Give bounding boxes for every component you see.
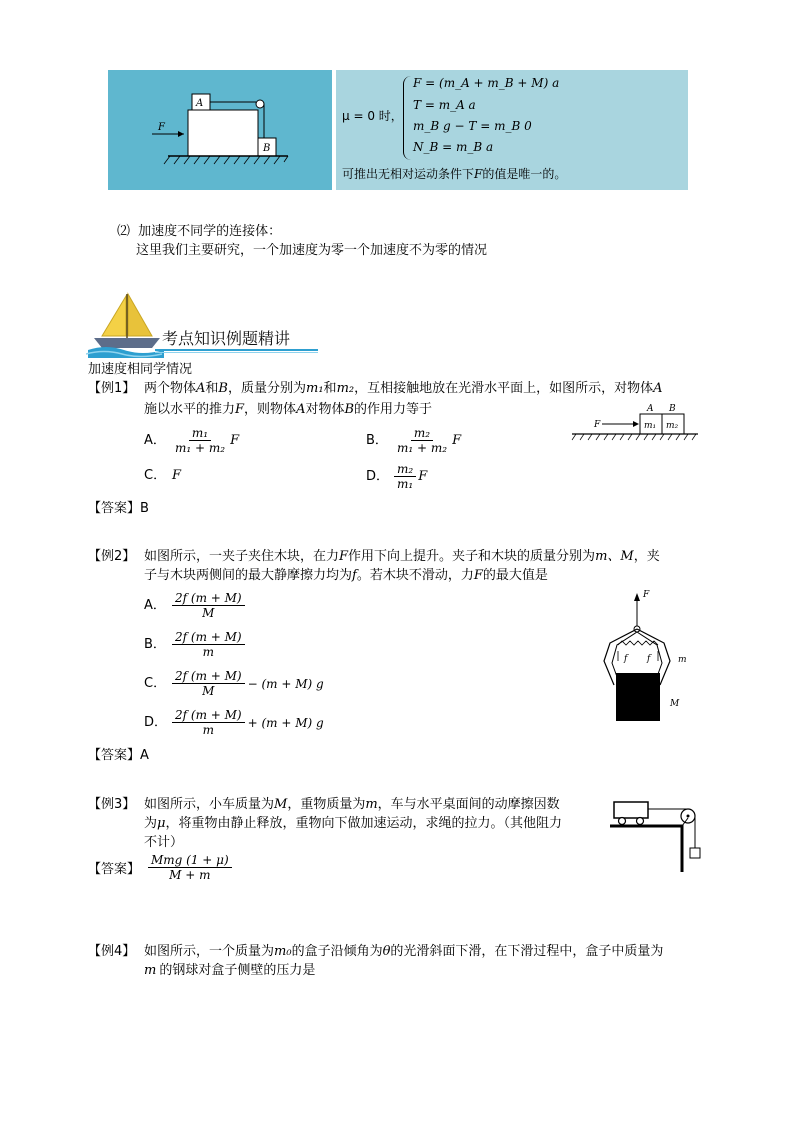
ex1-line2 bbox=[144, 400, 432, 420]
ex3-text: ，车与水平桌面间的动摩擦因数 bbox=[377, 797, 560, 812]
ex1-line1 bbox=[144, 379, 663, 399]
conclusion-post: 的值是唯一的。 bbox=[482, 167, 567, 181]
ex1-var-B: B bbox=[218, 381, 228, 396]
fraction bbox=[172, 669, 245, 698]
ex1-var-A3: A bbox=[296, 402, 306, 417]
eq-4: N_B = m_B a bbox=[413, 140, 494, 154]
ex4-var-theta: θ bbox=[382, 944, 391, 959]
denominator: m₁ + m₂ bbox=[175, 441, 226, 455]
ex3-line3: 不计） bbox=[144, 835, 184, 850]
numerator: 2f (m + M) bbox=[172, 630, 245, 645]
denominator: M + m bbox=[169, 868, 211, 882]
section2-number: ⑵ bbox=[117, 224, 131, 239]
denominator: m bbox=[202, 645, 214, 659]
denominator: m bbox=[202, 723, 214, 737]
conclusion bbox=[342, 164, 566, 184]
ex2-tag: 【例2】 bbox=[88, 549, 136, 564]
ex2-var-F: F bbox=[339, 549, 349, 564]
section2-title bbox=[117, 222, 281, 242]
banner-rule bbox=[155, 349, 318, 351]
ex3-answer-fraction bbox=[148, 853, 232, 882]
ex1-text: 对物体 bbox=[305, 402, 345, 417]
option-label: B． bbox=[366, 432, 388, 448]
ex2-option-d bbox=[144, 708, 324, 737]
ex4-text: 的盒子沿倾角为 bbox=[291, 944, 383, 959]
ex2-text: 子与木块两侧间的最大静摩擦力均为 bbox=[144, 568, 353, 583]
fraction bbox=[394, 462, 416, 491]
option-expr: F bbox=[172, 468, 182, 483]
answer-label: 【答案】 bbox=[88, 748, 141, 763]
ex1-text: 和 bbox=[323, 381, 337, 396]
denominator: m₁ + m₂ bbox=[397, 441, 448, 455]
ex1-var-m2: m₂ bbox=[336, 381, 355, 396]
ex1-text: 施以水平的推力 bbox=[144, 402, 236, 417]
ex4-line2 bbox=[144, 961, 315, 981]
ex2-var-f: f bbox=[352, 568, 357, 583]
option-tail: F bbox=[230, 432, 240, 448]
ex2-text: 的最大值是 bbox=[482, 568, 548, 583]
ex2-text: ，夹 bbox=[633, 549, 660, 564]
ex2-answer bbox=[88, 746, 149, 766]
option-tail: + (m + M) g bbox=[247, 715, 324, 730]
fig-label-f-right: f bbox=[647, 654, 651, 664]
fig-label-B: B bbox=[669, 404, 676, 414]
banner-title: 考点知识例题精讲 bbox=[162, 329, 291, 348]
ex2-option-a bbox=[144, 591, 245, 620]
denominator: M bbox=[202, 684, 215, 698]
ex3-text: ，重物质量为 bbox=[287, 797, 366, 812]
pulley-diagram bbox=[148, 88, 298, 178]
option-label: A． bbox=[144, 432, 166, 448]
sailboat-icon bbox=[86, 292, 166, 358]
ex1-text: ，互相接触地放在光滑水平面上，如图所示，对物体 bbox=[354, 381, 654, 396]
ex1-text: 和 bbox=[205, 381, 219, 396]
numerator: 2f (m + M) bbox=[172, 669, 245, 684]
ex2-line2 bbox=[144, 566, 548, 586]
ex4-line1 bbox=[144, 942, 663, 962]
ex1-option-a bbox=[144, 426, 239, 455]
ex1-var-A2: A bbox=[653, 381, 663, 396]
answer-label: 【答案】 bbox=[88, 501, 141, 516]
section2-desc: 这里我们主要研究，一个加速度为零一个加速度不为零的情况 bbox=[136, 243, 488, 258]
ex2-option-b bbox=[144, 630, 245, 659]
numerator: m₂ bbox=[411, 426, 433, 441]
ex1-var-B2: B bbox=[344, 402, 355, 417]
top-table bbox=[108, 70, 688, 190]
ex3-answer bbox=[88, 853, 232, 882]
option-label: D． bbox=[144, 714, 168, 730]
fraction bbox=[172, 630, 245, 659]
ex1-text: ，质量分别为 bbox=[227, 381, 306, 396]
eq-3: m_B g − T = m_B 0 bbox=[413, 119, 532, 133]
fraction bbox=[172, 591, 245, 620]
option-label: C． bbox=[144, 468, 167, 483]
ex2-text: 。若木块不滑动，力 bbox=[356, 568, 474, 583]
ex1-text: 的作用力等于 bbox=[354, 402, 433, 417]
label-F: F bbox=[158, 122, 165, 133]
ex4-text: 的光滑斜面下滑，在下滑过程中，盒子中质量为 bbox=[390, 944, 664, 959]
numerator: m₂ bbox=[394, 462, 416, 477]
ex3-line2 bbox=[144, 814, 562, 834]
eq-1: F = (m_A + m_B + M) a bbox=[413, 76, 560, 90]
ex1-tag: 【例1】 bbox=[88, 381, 136, 396]
ex3-cart-figure bbox=[608, 796, 708, 874]
ex3-text: 为 bbox=[144, 816, 158, 831]
mu-condition: μ = 0 时， bbox=[342, 109, 403, 123]
ex2-option-c bbox=[144, 669, 324, 698]
ex2-var-mM: m、M bbox=[595, 549, 634, 564]
ex3-tag: 【例3】 bbox=[88, 797, 136, 812]
ex1-figure bbox=[568, 400, 703, 442]
fig-label-m2: m₂ bbox=[666, 421, 679, 431]
answer-label: 【答案】 bbox=[88, 862, 141, 877]
fig-label-F: F bbox=[643, 590, 650, 600]
ex1-option-c bbox=[144, 466, 181, 486]
fraction bbox=[172, 426, 228, 455]
ex2-clamp-figure bbox=[590, 585, 700, 725]
ex4-var-m: m bbox=[144, 963, 157, 978]
conclusion-var: F bbox=[474, 167, 483, 181]
ex1-text: 两个物体 bbox=[144, 381, 197, 396]
option-tail: F bbox=[452, 432, 462, 448]
ex3-var-M: M bbox=[274, 797, 288, 812]
fig-label-A: A bbox=[647, 404, 654, 414]
ex2-text: 如图所示，一夹子夹住木块，在力 bbox=[144, 549, 340, 564]
ex3-text: 如图所示，小车质量为 bbox=[144, 797, 275, 812]
label-A: A bbox=[196, 98, 204, 109]
ex4-text: 的钢球对盒子侧壁的压力是 bbox=[159, 963, 316, 978]
fig-label-m1: m₁ bbox=[644, 421, 657, 431]
conclusion-pre: 可推出无相对运动条件下 bbox=[342, 167, 475, 181]
ex3-line1 bbox=[144, 795, 560, 815]
option-tail: − (m + M) g bbox=[247, 676, 324, 691]
ex3-var-m: m bbox=[365, 797, 378, 812]
ex3-var-mu: μ bbox=[157, 816, 166, 831]
eq-2: T = m_A a bbox=[413, 98, 476, 112]
ex1-answer bbox=[88, 499, 149, 519]
ex1-var-A: A bbox=[196, 381, 206, 396]
ex3-text: ，将重物由静止释放，重物向下做加速运动，求绳的拉力。（其他阻力 bbox=[165, 816, 562, 831]
ex4-tag: 【例4】 bbox=[88, 944, 136, 959]
option-label: B． bbox=[144, 636, 166, 652]
answer-value: A bbox=[140, 748, 149, 763]
equation-brace bbox=[403, 76, 412, 160]
label-B: B bbox=[263, 143, 271, 154]
fig-label-F: F bbox=[594, 420, 601, 430]
fraction bbox=[172, 708, 245, 737]
banner-rule-thin bbox=[155, 352, 318, 353]
ex1-var-F: F bbox=[235, 402, 245, 417]
answer-value: B bbox=[140, 501, 149, 516]
subheading: 加速度相同学情况 bbox=[88, 362, 193, 377]
option-label: C． bbox=[144, 675, 167, 691]
denominator: M bbox=[202, 606, 215, 620]
fig-label-M: M bbox=[670, 699, 680, 709]
ex1-var-m1: m₁ bbox=[306, 381, 324, 396]
ex1-text: ，则物体 bbox=[244, 402, 297, 417]
numerator: m₁ bbox=[189, 426, 211, 441]
fraction bbox=[394, 426, 450, 455]
option-label: A． bbox=[144, 597, 166, 613]
numerator: 2f (m + M) bbox=[172, 708, 245, 723]
option-tail: F bbox=[418, 468, 428, 484]
option-label: D． bbox=[366, 468, 390, 484]
ex1-option-d bbox=[366, 462, 427, 491]
fig-label-m: m bbox=[678, 655, 687, 665]
ex1-option-b bbox=[366, 426, 461, 455]
denominator: m₁ bbox=[397, 477, 414, 491]
ex2-var-F2: F bbox=[473, 568, 483, 583]
fig-label-f-left: f bbox=[624, 654, 628, 664]
ex2-line1 bbox=[144, 547, 660, 567]
ex4-text: 如图所示，一个质量为 bbox=[144, 944, 275, 959]
numerator: Mmg (1 + μ) bbox=[148, 853, 232, 868]
section2-title-text: 加速度不同学的连接体： bbox=[138, 224, 282, 239]
ex2-text: 作用下向上提升。夹子和木块的质量分别为 bbox=[348, 549, 596, 564]
numerator: 2f (m + M) bbox=[172, 591, 245, 606]
ex4-var-m0: m₀ bbox=[274, 944, 292, 959]
